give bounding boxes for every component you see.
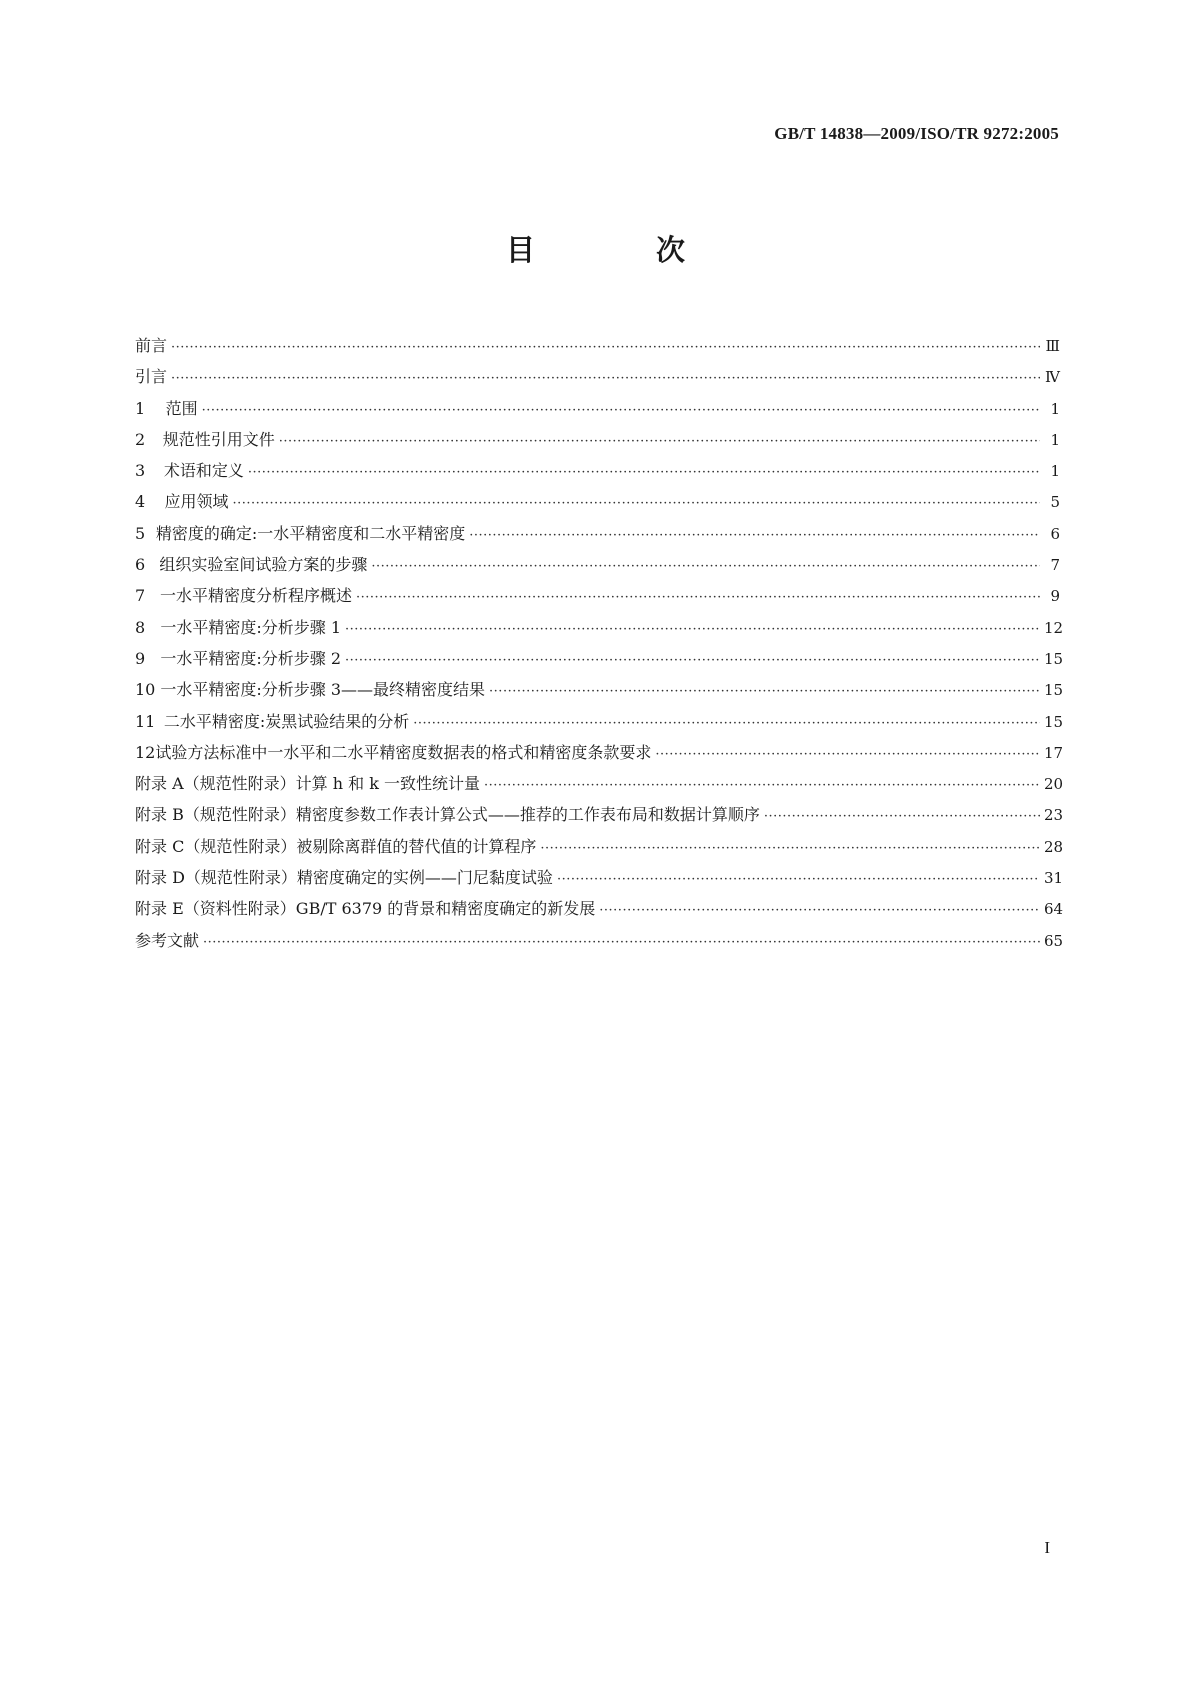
toc-entry-title: 二水平精密度:炭黑试验结果的分析: [163, 711, 410, 731]
toc-entry-page: 1: [1050, 399, 1060, 418]
page-title: 目 次: [505, 233, 731, 267]
toc-entry-title: 一水平精密度:分析步骤 3——最终精密度结果: [160, 680, 486, 700]
dot-leader: [203, 927, 1040, 958]
dot-leader: [248, 457, 1040, 488]
toc-entry-title: 试验方法标准中一水平和二水平精密度数据表的格式和精密度条款要求: [155, 742, 652, 762]
dot-leader: [345, 645, 1040, 676]
toc-entry-number: 11: [135, 711, 156, 731]
dot-leader: [489, 676, 1040, 707]
toc-entry-page: Ⅳ: [1045, 368, 1060, 387]
toc-entry-number: 5: [135, 523, 146, 543]
toc-entry-title: 被剔除离群值的替代值的计算程序: [296, 836, 537, 856]
dot-leader: [345, 614, 1040, 645]
toc-entry-page: 65: [1044, 931, 1064, 950]
page-number: I: [1044, 1538, 1050, 1557]
toc-entry-title: 规范性引用文件: [162, 429, 275, 449]
toc-entry[interactable]: [135, 768, 1064, 799]
toc-entry-number: 7: [135, 586, 146, 606]
toc-entry-number: 附录 C（规范性附录）: [135, 836, 297, 856]
toc-entry[interactable]: [135, 580, 1060, 611]
toc-entry-page: 5: [1050, 493, 1060, 512]
toc-entry-page: 9: [1050, 587, 1060, 606]
toc-entry-title: 一水平精密度:分析步骤 1: [160, 617, 342, 637]
toc-entry-title: 引言: [135, 367, 168, 387]
toc-entry[interactable]: [135, 612, 1064, 643]
toc-entry-page: 17: [1044, 743, 1064, 762]
toc-entry-number: 8: [135, 617, 146, 637]
toc-entry-number: 附录 A（规范性附录）: [135, 774, 296, 794]
toc-entry-title: 范围: [165, 398, 198, 418]
toc-entry-page: 15: [1044, 649, 1064, 668]
toc-entry-title: 参考文献: [135, 930, 200, 950]
toc-entry-title: 一水平精密度:分析步骤 2: [160, 648, 342, 668]
toc-entry-page: 12: [1044, 618, 1064, 637]
dot-leader: [279, 426, 1040, 457]
toc-entry-title: 计算 h 和 k 一致性统计量: [295, 774, 481, 794]
dot-leader: [655, 739, 1040, 770]
toc-entry[interactable]: [135, 643, 1064, 674]
toc-entry-page: 23: [1044, 806, 1064, 825]
toc-entry[interactable]: [135, 799, 1064, 830]
dot-leader: [356, 582, 1040, 613]
toc-entry[interactable]: [135, 737, 1064, 768]
toc-entry[interactable]: [135, 486, 1060, 517]
toc-entry[interactable]: [135, 361, 1060, 392]
toc-entry-number: 附录 D（规范性附录）: [135, 868, 297, 888]
toc-entry-title: 精密度的确定:一水平精密度和二水平精密度: [155, 523, 466, 543]
toc-entry[interactable]: [135, 831, 1064, 862]
toc-entry-page: 6: [1050, 524, 1060, 543]
toc-entry[interactable]: [135, 862, 1064, 893]
toc-entry-page: 15: [1044, 681, 1064, 700]
standard-code: GB/T 14838—2009/ISO/TR 9272:2005: [774, 124, 1059, 143]
dot-leader: [171, 363, 1040, 394]
toc-entry[interactable]: [135, 674, 1064, 705]
toc-entry-number: 10: [135, 680, 156, 700]
toc-entry-title: 前言: [135, 336, 168, 355]
dot-leader: [171, 332, 1040, 363]
toc-entry[interactable]: [135, 330, 1060, 361]
toc-entry-number: 3: [135, 461, 146, 481]
dot-leader: [557, 864, 1040, 895]
toc-entry-page: 15: [1044, 712, 1064, 731]
toc-entry-title: 一水平精密度分析程序概述: [159, 586, 352, 606]
dot-leader: [232, 488, 1040, 519]
toc-entry-number: 附录 E（资料性附录）: [135, 899, 296, 919]
toc-entry-number: 附录 B（规范性附录）: [135, 805, 296, 825]
toc-entry[interactable]: [135, 518, 1060, 549]
dot-leader: [599, 895, 1040, 926]
dot-leader: [540, 833, 1040, 864]
toc-entry-number: 6: [135, 555, 146, 575]
toc-entry-page: 20: [1044, 775, 1064, 794]
dot-leader: [371, 551, 1040, 582]
toc-entry-title: 应用领域: [164, 492, 229, 512]
toc-entry[interactable]: [135, 455, 1060, 486]
toc-entry-title: 精密度参数工作表计算公式——推荐的工作表布局和数据计算顺序: [295, 805, 760, 825]
dot-leader: [413, 708, 1040, 739]
toc-entry-number: 1: [135, 398, 146, 418]
toc-entry-page: 1: [1050, 462, 1060, 481]
toc-entry-page: Ⅲ: [1045, 337, 1060, 355]
toc-entry-page: 1: [1050, 430, 1060, 449]
toc-entry[interactable]: [135, 893, 1064, 924]
toc-entry[interactable]: [135, 706, 1064, 737]
toc-entry-number: 4: [135, 492, 146, 512]
toc-entry-title: 术语和定义: [163, 461, 244, 481]
dot-leader: [469, 520, 1040, 551]
toc-entry[interactable]: [135, 393, 1060, 424]
toc-entry-title: 精密度确定的实例——门尼黏度试验: [296, 868, 553, 888]
dot-leader: [484, 770, 1040, 801]
toc-entry-number: 12: [135, 742, 156, 762]
toc-entry-page: 31: [1044, 869, 1064, 888]
toc-entry-page: 7: [1050, 556, 1060, 575]
toc-entry-title: 组织实验室间试验方案的步骤: [159, 555, 368, 575]
toc-entry[interactable]: [135, 925, 1064, 956]
toc-entry-page: 28: [1044, 837, 1064, 856]
toc-entry-number: 2: [135, 429, 146, 449]
toc-entry-page: 64: [1044, 900, 1064, 919]
table-of-contents: [135, 330, 1064, 956]
dot-leader: [202, 395, 1040, 426]
toc-entry[interactable]: [135, 424, 1060, 455]
toc-entry[interactable]: [135, 549, 1060, 580]
toc-entry-title: GB/T 6379 的背景和精密度确定的新发展: [295, 899, 596, 919]
dot-leader: [764, 801, 1040, 832]
toc-entry-number: 9: [135, 648, 146, 668]
